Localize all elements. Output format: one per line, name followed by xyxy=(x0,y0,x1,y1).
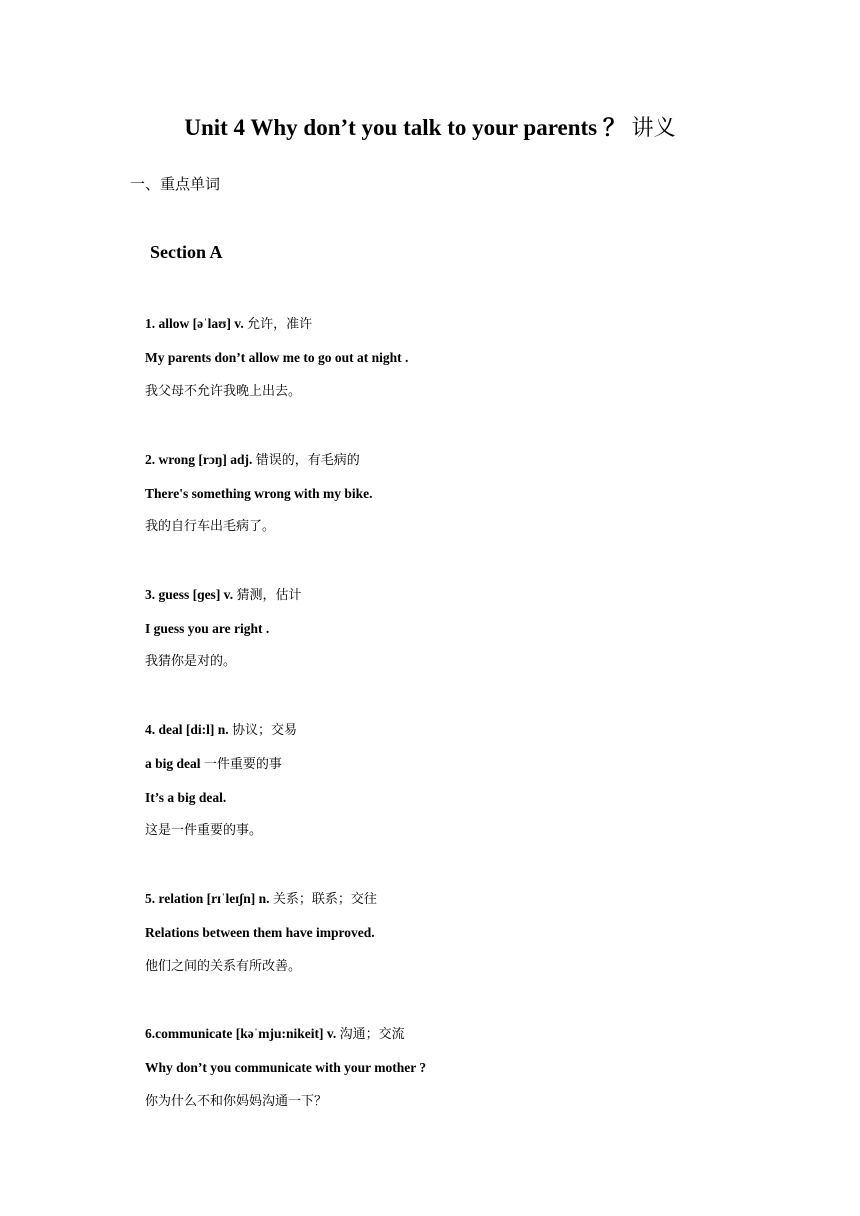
entry-1-example: My parents don’t allow me to go out at night . xyxy=(145,350,409,365)
entry-5-headword: 5. relation [rɪˈleɪʃn] n. 关系；联系；交往 xyxy=(145,891,377,907)
document-title xyxy=(0,112,860,145)
entry-1-headword: 1. allow [əˈlaʊ] v. 允许，准许 xyxy=(145,316,313,332)
entry-6-headword: 6.communicate [kəˈmju:nikeit] v. 沟通；交流 xyxy=(145,1026,405,1042)
entry-4-translation: 这是一件重要的事。 xyxy=(145,823,263,838)
entry-6-translation: 你为什么不和你妈妈沟通一下？ xyxy=(145,1094,328,1109)
entry-3-headword: 3. guess [ɡes] v. 猜测，估计 xyxy=(145,587,302,603)
section-heading: Section A xyxy=(150,242,223,262)
entry-5-translation: 他们之间的关系有所改善。 xyxy=(145,959,302,974)
entry-2-headword: 2. wrong [rɔŋ] adj. 错误的，有毛病的 xyxy=(145,452,360,468)
entry-3-translation: 我猜你是对的。 xyxy=(145,654,237,669)
entry-2-example: There's something wrong with my bike. xyxy=(145,486,373,501)
entry-5-example: Relations between them have improved. xyxy=(145,925,375,940)
title-english: Unit 4 Why don’t you talk to your parents ？ xyxy=(184,115,626,140)
entry-4-example: It’s a big deal. xyxy=(145,790,227,805)
entry-3-example: I guess you are right . xyxy=(145,621,270,636)
entry-1-translation: 我父母不允许我晚上出去。 xyxy=(145,384,302,399)
entry-2-translation: 我的自行车出毛病了。 xyxy=(145,519,276,534)
entry-4-headword: 4. deal [di:l] n. 协议；交易 xyxy=(145,722,298,738)
entry-6-example: Why don’t you communicate with your mother ? xyxy=(145,1060,427,1075)
title-chinese: 讲义 xyxy=(631,116,676,141)
key-words-heading: 一、重点单词 xyxy=(130,175,221,193)
entry-4-phrase: a big deal 一件重要的事 xyxy=(145,756,282,772)
